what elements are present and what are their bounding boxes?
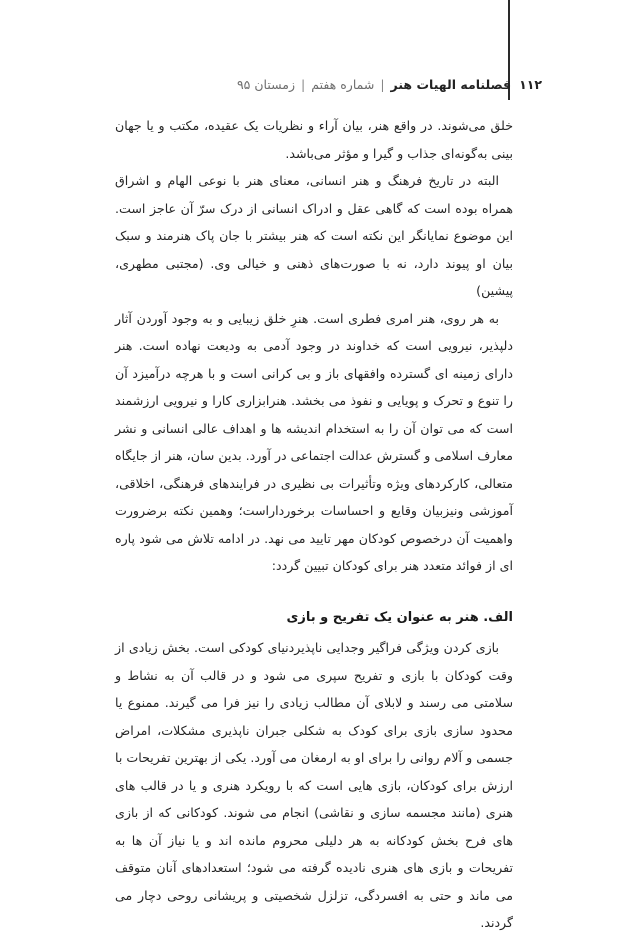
paragraph: البته در تاریخ فرهنگ و هنر انسانی، معنای هنر با نوعی الهام و اشراق همراه بوده است که گاهی عقل و ادراک انسانی از درک سرّ آن عاجز است. این موضوع نمایانگر این نکته است که هنر بیشتر با جان پاک هنرمند و سبک بیان او پیوند دارد، نه با صورت‌های ذهنی و خیالی وی. (مجتبی مطهری، پیشین) [115,173,513,298]
section-heading: الف. هنر به عنوان یک تفریح و بازی [286,609,513,625]
header-separator: | [301,77,306,92]
paragraph: بازی کردن ویژگی فراگیر وجدایی ناپذیردنیای کودکی است. بخش زیادی از وقت کودکان با بازی و تفریح سپری می شود و در قالب آن به نشاط و سلامتی می رسند و لابلای آن مطالب زیادی را نیز فرا می گیرند. ممنوع یا محدود سازی بازی برای کودک به شکلی جبران ناپذیری مشکلات، امراض جسمی و آلام روانی را برای او به ارمغان می آورد. یکی از بهترین تفریحات با ارزش برای کودکان، بازی هایی است که با رویکرد هنری و یا در قالب های هنری (مانند مجسمه سازی و نقاشی) انجام می شوند. کودکانی که از بازی های فرح بخش کودکانه به هر دلیلی محروم مانده اند و یا نیاز آن ها به تفریحات و بازی های هنری نادیده گرفته می شود؛ استعدادهای آنان متوقف می ماند و حتی به افسردگی، تزلزل شخصیتی و پریشانی روحی دچار می گردند. [115,640,513,930]
issue-label: شماره هفتم [311,77,375,92]
journal-title: فصلنامه الهیات هنر [390,77,512,92]
season-label: زمستان ۹۵ [236,77,296,92]
paragraph: به هر روی، هنر امری فطری است. هنرِ خلق زیبایی و به وجود آوردن آثار دلپذیر، نیرویی است که خداوند در وجود آدمی به ودیعت نهاده است. هنر دارای زمینه ای گسترده وافقهای باز و بی کرانی است و با هرچه درآمیزد آن را تنوع و تحرک و پویایی و نفوذ می بخشد. هنرابزاری کارا و نیرویی ارزشمند است که می توان آن را به استخدام اندیشه ها و اهداف عالی انسانی و نشر معارف اسلامی و گسترش عدالت اجتماعی در آورد. بدین سان، هنر از جایگاه متعالی، کارکردهای ویژه وتأثیرات بی نظیری در فرایندهای فرهنگی، اخلاقی، آموزشی ونیزبیان وقایع و احساسات برخورداراست؛ وهمین نکته برضرورت واهمیت آن درخصوص کودکان مهر تایید می نهد. در ادامه تلاش می شود پاره ای از فوائد متعدد هنر برای کودکان تبیین گردد: [115,310,513,573]
running-header [237,77,542,92]
page-number: ۱۱۲ [519,77,542,92]
article-body [115,112,513,937]
paragraph: خلق می‌شوند. در واقع هنر، بیان آراء و نظریات یک عقیده، مکتب و یا جهان بینی به‌گونه‌ای جذاب و گیرا و مؤثر می‌باشد. [115,118,513,161]
header-separator: | [380,77,385,92]
